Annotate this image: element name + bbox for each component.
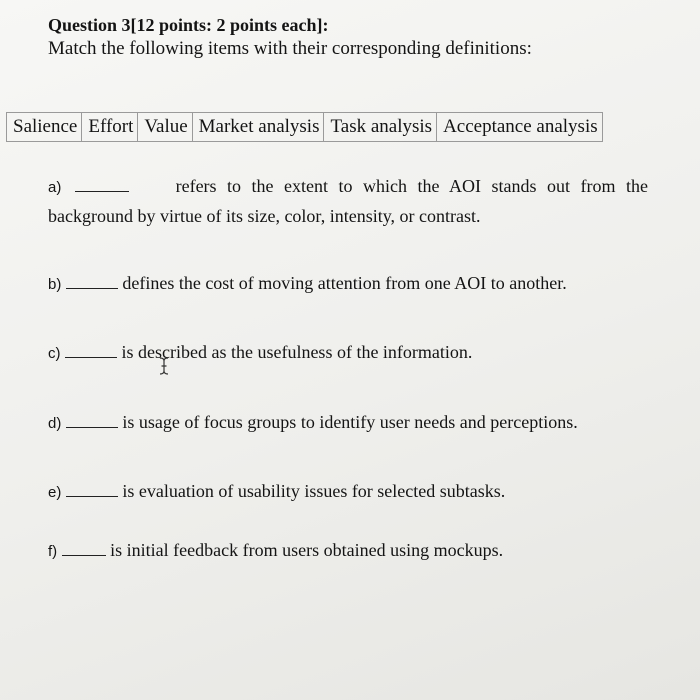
item-e-text: is evaluation of usability issues for selected subtasks.: [122, 481, 506, 501]
item-d-label: d): [48, 415, 62, 432]
term-task-analysis: Task analysis: [324, 113, 437, 142]
item-a-text-line1: refers to the extent to which the AOI stands out from the: [175, 176, 648, 196]
item-b-blank[interactable]: [66, 274, 118, 289]
item-f-label: f): [48, 543, 58, 560]
question-header: [48, 14, 532, 61]
item-a-line1: [48, 172, 648, 202]
item-c-text: is described as the usefulness of the information.: [121, 342, 473, 362]
item-f-blank[interactable]: [62, 541, 106, 556]
terms-table: [6, 112, 603, 142]
item-d-blank[interactable]: [66, 413, 118, 428]
terms-row: [7, 113, 603, 142]
item-a-label: a): [48, 179, 62, 196]
item-b-text: defines the cost of moving attention from one AOI to another.: [122, 273, 567, 293]
question-instruction: Match the following items with their corresponding definitions:: [48, 38, 532, 59]
term-salience: Salience: [7, 113, 82, 142]
item-e-label: e): [48, 484, 62, 501]
item-c-blank[interactable]: [65, 343, 117, 358]
item-c: [48, 339, 472, 367]
item-e: [48, 478, 505, 506]
term-acceptance-analysis: Acceptance analysis: [437, 113, 603, 142]
item-a-blank[interactable]: [75, 177, 129, 192]
item-b: [48, 270, 567, 298]
item-f: [48, 537, 503, 565]
term-market-analysis: Market analysis: [192, 113, 324, 142]
item-c-label: c): [48, 345, 61, 362]
term-value: Value: [138, 113, 192, 142]
item-d: [48, 409, 578, 437]
item-a-text-line2: background by virtue of its size, color, intensity, or contrast.: [48, 206, 481, 226]
item-a: [48, 172, 648, 230]
item-b-label: b): [48, 276, 62, 293]
text-cursor-icon: [158, 357, 170, 375]
item-e-blank[interactable]: [66, 482, 118, 497]
item-f-text: is initial feedback from users obtained using mockups.: [110, 540, 504, 560]
question-title: Question 3[12 points: 2 points each]:: [48, 15, 329, 35]
item-d-text: is usage of focus groups to identify user needs and perceptions.: [122, 412, 578, 432]
term-effort: Effort: [82, 113, 138, 142]
